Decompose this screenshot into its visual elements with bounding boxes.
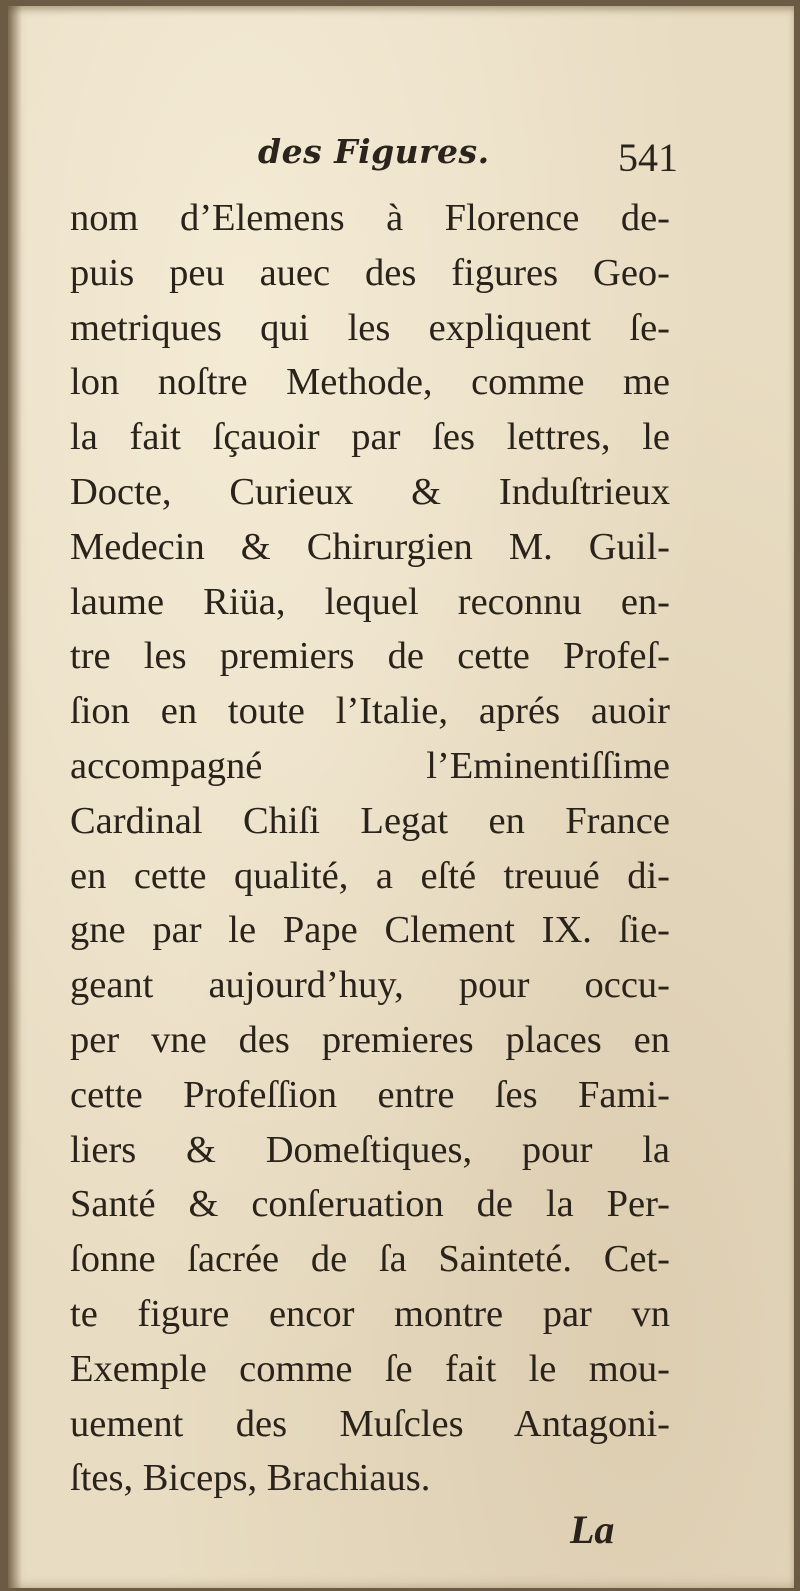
running-head: des Figures. <box>258 132 490 171</box>
page-gutter-shadow <box>8 6 22 1588</box>
text-line: ſion en toute l’Italie, aprés auoir <box>70 690 670 733</box>
text-line: per vne des premieres places en <box>70 1018 670 1061</box>
text-line: la fait ſçauoir par ſes lettres, le <box>70 416 670 459</box>
text-line: accompagné l’Eminentiſſime <box>70 744 670 787</box>
text-line: nom d’Elemens à Florence de- <box>70 197 670 239</box>
text-line: Medecin & Chirurgien M. Guil- <box>70 525 670 568</box>
text-line: uement des Muſcles Antagoni- <box>70 1402 670 1445</box>
text-line: liers & Domeſtiques, pour la <box>70 1128 670 1171</box>
text-line: laume Riüa, lequel reconnu en- <box>70 580 670 623</box>
body-text <box>70 191 670 1506</box>
text-line: ſonne ſacrée de ſa Sainteté. Cet- <box>70 1238 670 1281</box>
text-line: lon noſtre Methode, comme me <box>70 361 670 404</box>
page-number: 541 <box>618 135 678 180</box>
text-line: en cette qualité, a eſté treuué di- <box>70 854 670 897</box>
text-line-last: ſtes, Biceps, Brachiaus. <box>70 1457 431 1500</box>
text-line: cette Profeſſion entre ſes Fami- <box>70 1073 670 1116</box>
text-line: Docte, Curieux & Induſtrieux <box>70 470 670 513</box>
text-line: Cardinal Chiſi Legat en France <box>70 799 670 842</box>
page-header <box>258 132 678 184</box>
text-line: geant aujourd’huy, pour occu- <box>70 964 670 1007</box>
text-line: Santé & conſeruation de la Per- <box>70 1183 670 1226</box>
catchword: La <box>570 1507 615 1552</box>
text-line: tre les premiers de cette Profeſ- <box>70 635 670 678</box>
text-line: gne par le Pape Clement IX. ſie- <box>70 909 670 952</box>
text-line: Exemple comme ſe fait le mou- <box>70 1347 670 1390</box>
text-line: te figure encor montre par vn <box>70 1292 670 1335</box>
text-line: metriques qui les expliquent ſe- <box>70 306 670 349</box>
book-page <box>8 6 794 1588</box>
text-line: puis peu auec des figures Geo- <box>70 251 670 294</box>
